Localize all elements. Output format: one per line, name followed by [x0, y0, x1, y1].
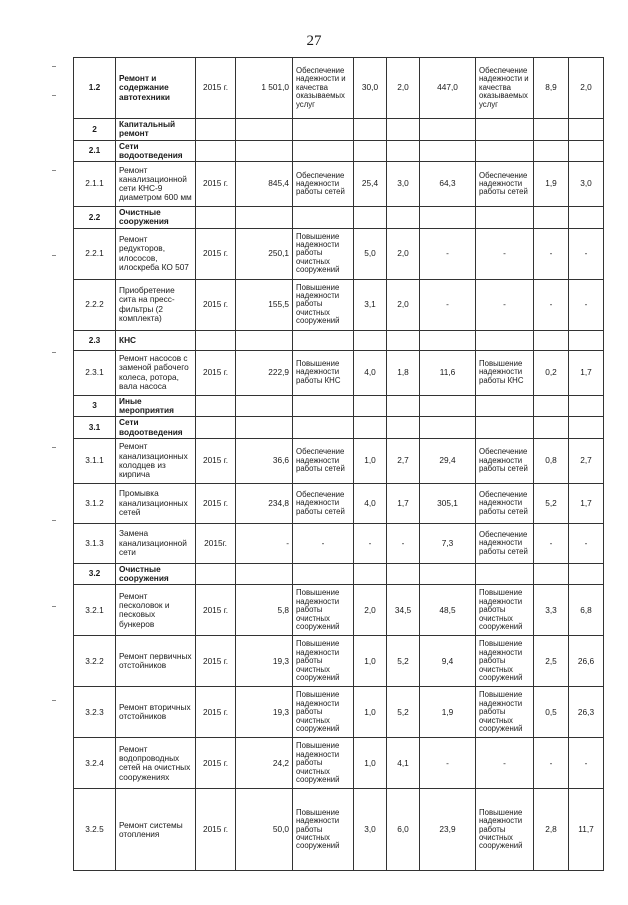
- cell-year: 2015 г.: [196, 58, 236, 119]
- cell-effect2: [476, 330, 534, 350]
- margin-mark: [52, 352, 56, 353]
- cell-c4: 0,2: [534, 350, 569, 395]
- table-row: [74, 687, 604, 738]
- cell-c1: [354, 395, 387, 417]
- cell-c5: 3,0: [569, 162, 604, 207]
- cell-c5: 2,0: [569, 58, 604, 119]
- cell-c2: 1,8: [387, 350, 420, 395]
- cell-year: 2015 г.: [196, 162, 236, 207]
- cell-c3: 1,9: [420, 687, 476, 738]
- cell-year: [196, 119, 236, 141]
- cell-c1: 1,0: [354, 687, 387, 738]
- cell-c5: [569, 119, 604, 141]
- cell-effect: [293, 395, 354, 417]
- cell-c2: 2,0: [387, 228, 420, 279]
- cell-num: 3.1.2: [74, 483, 116, 523]
- cell-effect2: Обеспечение надежности работы сетей: [476, 523, 534, 563]
- cell-num: 3: [74, 395, 116, 417]
- cell-c3: -: [420, 228, 476, 279]
- cell-c2: [387, 563, 420, 585]
- cell-cost: [236, 563, 293, 585]
- cell-c2: 3,0: [387, 162, 420, 207]
- cell-effect: [293, 207, 354, 229]
- cell-c4: [534, 330, 569, 350]
- cell-cost: 36,6: [236, 438, 293, 483]
- cell-effect: Повышение надежности работы очистных сооружений: [293, 687, 354, 738]
- table-row: [74, 789, 604, 871]
- cell-num: 3.1.1: [74, 438, 116, 483]
- cell-c5: 1,7: [569, 483, 604, 523]
- cell-effect: [293, 330, 354, 350]
- cell-cost: 250,1: [236, 228, 293, 279]
- table-row: [74, 162, 604, 207]
- cell-c4: 2,8: [534, 789, 569, 871]
- cell-c5: [569, 417, 604, 439]
- cell-c5: [569, 207, 604, 229]
- cell-c5: 1,7: [569, 350, 604, 395]
- cell-effect: Обеспечение надежности и качества оказываемых услуг: [293, 58, 354, 119]
- page-number: 27: [306, 33, 322, 49]
- table-row: [74, 438, 604, 483]
- cell-c5: -: [569, 228, 604, 279]
- cell-effect2: Повышение надежности работы очистных сооружений: [476, 789, 534, 871]
- cell-c4: [534, 563, 569, 585]
- cell-c3: [420, 207, 476, 229]
- margin-mark: [52, 95, 56, 96]
- cell-name: КНС: [116, 330, 196, 350]
- margin-mark: [52, 255, 56, 256]
- cell-cost: [236, 330, 293, 350]
- measures-table: [73, 57, 604, 871]
- cell-c4: 8,9: [534, 58, 569, 119]
- cell-year: [196, 417, 236, 439]
- cell-name: Приобретение сита на пресс-фильтры (2 комплекта): [116, 279, 196, 330]
- cell-name: Ремонт водопроводных сетей на очистных сооружениях: [116, 738, 196, 789]
- margin-mark: [52, 66, 56, 67]
- cell-c4: -: [534, 228, 569, 279]
- cell-effect2: [476, 119, 534, 141]
- cell-name: Промывка канализационных сетей: [116, 483, 196, 523]
- cell-year: [196, 395, 236, 417]
- cell-cost: 222,9: [236, 350, 293, 395]
- cell-c1: [354, 330, 387, 350]
- cell-year: 2015 г.: [196, 687, 236, 738]
- cell-year: 2015 г.: [196, 585, 236, 636]
- cell-year: 2015 г.: [196, 228, 236, 279]
- cell-effect: [293, 417, 354, 439]
- cell-num: 3.2.3: [74, 687, 116, 738]
- table-row: [74, 395, 604, 417]
- margin-mark: [52, 606, 56, 607]
- table-row: [74, 585, 604, 636]
- cell-effect: [293, 119, 354, 141]
- cell-c2: [387, 330, 420, 350]
- table-row: [74, 207, 604, 229]
- cell-name: Ремонт системы отопления: [116, 789, 196, 871]
- cell-c4: 1,9: [534, 162, 569, 207]
- cell-num: 2.1: [74, 140, 116, 162]
- cell-c3: 23,9: [420, 789, 476, 871]
- cell-c1: 30,0: [354, 58, 387, 119]
- cell-c4: [534, 395, 569, 417]
- cell-year: 2015 г.: [196, 350, 236, 395]
- cell-effect: Повышение надежности работы очистных сооружений: [293, 279, 354, 330]
- cell-year: [196, 140, 236, 162]
- cell-num: 3.2.2: [74, 636, 116, 687]
- cell-cost: [236, 417, 293, 439]
- cell-effect2: Обеспечение надежности и качества оказываемых услуг: [476, 58, 534, 119]
- cell-year: 2015 г.: [196, 438, 236, 483]
- cell-effect2: Обеспечение надежности работы сетей: [476, 483, 534, 523]
- cell-c3: 64,3: [420, 162, 476, 207]
- margin-mark: [52, 170, 56, 171]
- table-row: [74, 636, 604, 687]
- cell-cost: 19,3: [236, 687, 293, 738]
- cell-effect2: Повышение надежности работы очистных сооружений: [476, 585, 534, 636]
- cell-name: Замена канализационной сети: [116, 523, 196, 563]
- cell-num: 1.2: [74, 58, 116, 119]
- cell-name: Ремонт редукторов, илососов, илоскреба КО 507: [116, 228, 196, 279]
- cell-c4: [534, 207, 569, 229]
- cell-c3: 447,0: [420, 58, 476, 119]
- table-row: [74, 330, 604, 350]
- cell-c2: [387, 119, 420, 141]
- cell-c3: -: [420, 279, 476, 330]
- cell-effect2: Повышение надежности работы КНС: [476, 350, 534, 395]
- cell-cost: 24,2: [236, 738, 293, 789]
- cell-c5: -: [569, 279, 604, 330]
- cell-num: 2.2: [74, 207, 116, 229]
- cell-c5: 6,8: [569, 585, 604, 636]
- cell-c4: 0,8: [534, 438, 569, 483]
- cell-c1: [354, 207, 387, 229]
- table-row: [74, 563, 604, 585]
- cell-c1: -: [354, 523, 387, 563]
- cell-c4: -: [534, 738, 569, 789]
- cell-c2: 1,7: [387, 483, 420, 523]
- cell-cost: 5,8: [236, 585, 293, 636]
- cell-effect2: -: [476, 228, 534, 279]
- cell-effect2: [476, 417, 534, 439]
- cell-c2: -: [387, 523, 420, 563]
- cell-name: Ремонт канализационной сети КНС-9 диаметром 600 мм: [116, 162, 196, 207]
- cell-num: 2.2.2: [74, 279, 116, 330]
- table-row: [74, 417, 604, 439]
- cell-c3: -: [420, 738, 476, 789]
- table-row: [74, 523, 604, 563]
- cell-c1: 1,0: [354, 636, 387, 687]
- cell-name: Ремонт песколовок и песковых бункеров: [116, 585, 196, 636]
- cell-c5: 11,7: [569, 789, 604, 871]
- cell-c5: [569, 563, 604, 585]
- cell-effect2: [476, 140, 534, 162]
- cell-name: Иные мероприятия: [116, 395, 196, 417]
- cell-c1: 1,0: [354, 738, 387, 789]
- cell-c2: 4,1: [387, 738, 420, 789]
- cell-num: 3.2.1: [74, 585, 116, 636]
- cell-c1: [354, 563, 387, 585]
- cell-year: 2015 г.: [196, 483, 236, 523]
- cell-effect: Обеспечение надежности работы сетей: [293, 162, 354, 207]
- cell-c3: [420, 563, 476, 585]
- cell-effect2: Обеспечение надежности работы сетей: [476, 162, 534, 207]
- cell-cost: [236, 395, 293, 417]
- cell-c1: 3,1: [354, 279, 387, 330]
- cell-effect: Повышение надежности работы КНС: [293, 350, 354, 395]
- cell-effect2: [476, 207, 534, 229]
- cell-c2: [387, 140, 420, 162]
- cell-c1: 25,4: [354, 162, 387, 207]
- cell-c4: -: [534, 523, 569, 563]
- table-row: [74, 483, 604, 523]
- margin-mark: [52, 447, 56, 448]
- cell-c1: 1,0: [354, 438, 387, 483]
- cell-effect2: Обеспечение надежности работы сетей: [476, 438, 534, 483]
- cell-c3: [420, 417, 476, 439]
- cell-effect2: Повышение надежности работы очистных сооружений: [476, 636, 534, 687]
- cell-num: 3.1: [74, 417, 116, 439]
- cell-c1: 5,0: [354, 228, 387, 279]
- cell-effect: Повышение надежности работы очистных сооружений: [293, 789, 354, 871]
- cell-year: [196, 207, 236, 229]
- cell-c2: [387, 417, 420, 439]
- cell-c2: 5,2: [387, 636, 420, 687]
- cell-num: 3.2.4: [74, 738, 116, 789]
- cell-effect: Обеспечение надежности работы сетей: [293, 438, 354, 483]
- table-row: [74, 140, 604, 162]
- cell-c1: [354, 119, 387, 141]
- cell-c1: 4,0: [354, 483, 387, 523]
- cell-c3: 11,6: [420, 350, 476, 395]
- cell-effect: Повышение надежности работы очистных сооружений: [293, 228, 354, 279]
- cell-name: Ремонт первичных отстойников: [116, 636, 196, 687]
- cell-c3: [420, 395, 476, 417]
- cell-c4: -: [534, 279, 569, 330]
- cell-effect2: [476, 563, 534, 585]
- table-row: [74, 119, 604, 141]
- cell-c3: 7,3: [420, 523, 476, 563]
- cell-num: 3.2.5: [74, 789, 116, 871]
- cell-c4: 3,3: [534, 585, 569, 636]
- cell-effect: Повышение надежности работы очистных сооружений: [293, 585, 354, 636]
- cell-effect2: Повышение надежности работы очистных сооружений: [476, 687, 534, 738]
- cell-c4: [534, 140, 569, 162]
- cell-year: 2015 г.: [196, 738, 236, 789]
- cell-name: Очистные сооружения: [116, 207, 196, 229]
- cell-cost: 19,3: [236, 636, 293, 687]
- cell-year: 2015 г.: [196, 279, 236, 330]
- cell-cost: 50,0: [236, 789, 293, 871]
- cell-c2: 2,7: [387, 438, 420, 483]
- cell-c2: [387, 395, 420, 417]
- cell-effect2: [476, 395, 534, 417]
- cell-num: 3.1.3: [74, 523, 116, 563]
- cell-effect: Обеспечение надежности работы сетей: [293, 483, 354, 523]
- cell-c2: 6,0: [387, 789, 420, 871]
- cell-c5: 2,7: [569, 438, 604, 483]
- margin-mark: [52, 520, 56, 521]
- cell-cost: 845,4: [236, 162, 293, 207]
- cell-c4: 5,2: [534, 483, 569, 523]
- cell-c2: 2,0: [387, 58, 420, 119]
- cell-cost: 155,5: [236, 279, 293, 330]
- cell-c4: 0,5: [534, 687, 569, 738]
- cell-cost: 1 501,0: [236, 58, 293, 119]
- cell-effect2: -: [476, 279, 534, 330]
- cell-num: 2.3.1: [74, 350, 116, 395]
- cell-c1: 4,0: [354, 350, 387, 395]
- cell-c5: 26,3: [569, 687, 604, 738]
- cell-c5: -: [569, 738, 604, 789]
- cell-name: Ремонт канализационных колодцев из кирпича: [116, 438, 196, 483]
- cell-effect: [293, 563, 354, 585]
- cell-c5: [569, 395, 604, 417]
- cell-c4: 2,5: [534, 636, 569, 687]
- cell-cost: -: [236, 523, 293, 563]
- cell-effect: -: [293, 523, 354, 563]
- cell-c4: [534, 119, 569, 141]
- cell-c1: 3,0: [354, 789, 387, 871]
- cell-name: Сети водоотведения: [116, 140, 196, 162]
- cell-c3: 305,1: [420, 483, 476, 523]
- cell-year: [196, 563, 236, 585]
- cell-c3: 9,4: [420, 636, 476, 687]
- cell-c3: [420, 330, 476, 350]
- cell-cost: [236, 119, 293, 141]
- table-row: [74, 738, 604, 789]
- cell-effect: Повышение надежности работы очистных сооружений: [293, 636, 354, 687]
- cell-c1: [354, 417, 387, 439]
- cell-name: Очистные сооружения: [116, 563, 196, 585]
- cell-year: 2015 г.: [196, 789, 236, 871]
- cell-c1: 2,0: [354, 585, 387, 636]
- cell-num: 2.1.1: [74, 162, 116, 207]
- cell-c2: 2,0: [387, 279, 420, 330]
- cell-c5: [569, 140, 604, 162]
- table-row: [74, 58, 604, 119]
- cell-effect2: -: [476, 738, 534, 789]
- cell-c3: 48,5: [420, 585, 476, 636]
- cell-c2: [387, 207, 420, 229]
- cell-c3: [420, 140, 476, 162]
- cell-effect: [293, 140, 354, 162]
- cell-c2: 5,2: [387, 687, 420, 738]
- cell-c5: 26,6: [569, 636, 604, 687]
- cell-c3: [420, 119, 476, 141]
- cell-num: 2.3: [74, 330, 116, 350]
- cell-year: [196, 330, 236, 350]
- cell-name: Ремонт вторичных отстойников: [116, 687, 196, 738]
- cell-c4: [534, 417, 569, 439]
- margin-mark: [52, 700, 56, 701]
- cell-c3: 29,4: [420, 438, 476, 483]
- cell-num: 2.2.1: [74, 228, 116, 279]
- cell-cost: [236, 140, 293, 162]
- cell-cost: 234,8: [236, 483, 293, 523]
- table-row: [74, 350, 604, 395]
- cell-c5: [569, 330, 604, 350]
- cell-num: 3.2: [74, 563, 116, 585]
- table-row: [74, 228, 604, 279]
- cell-num: 2: [74, 119, 116, 141]
- cell-c2: 34,5: [387, 585, 420, 636]
- cell-year: 2015 г.: [196, 636, 236, 687]
- cell-c5: -: [569, 523, 604, 563]
- cell-cost: [236, 207, 293, 229]
- cell-name: Капитальный ремонт: [116, 119, 196, 141]
- cell-c1: [354, 140, 387, 162]
- cell-name: Ремонт насосов с заменой рабочего колеса, ротора, вала насоса: [116, 350, 196, 395]
- cell-year: 2015г.: [196, 523, 236, 563]
- cell-effect: Повышение надежности работы очистных сооружений: [293, 738, 354, 789]
- table-row: [74, 279, 604, 330]
- cell-name: Сети водоотведения: [116, 417, 196, 439]
- cell-name: Ремонт и содержание автотехники: [116, 58, 196, 119]
